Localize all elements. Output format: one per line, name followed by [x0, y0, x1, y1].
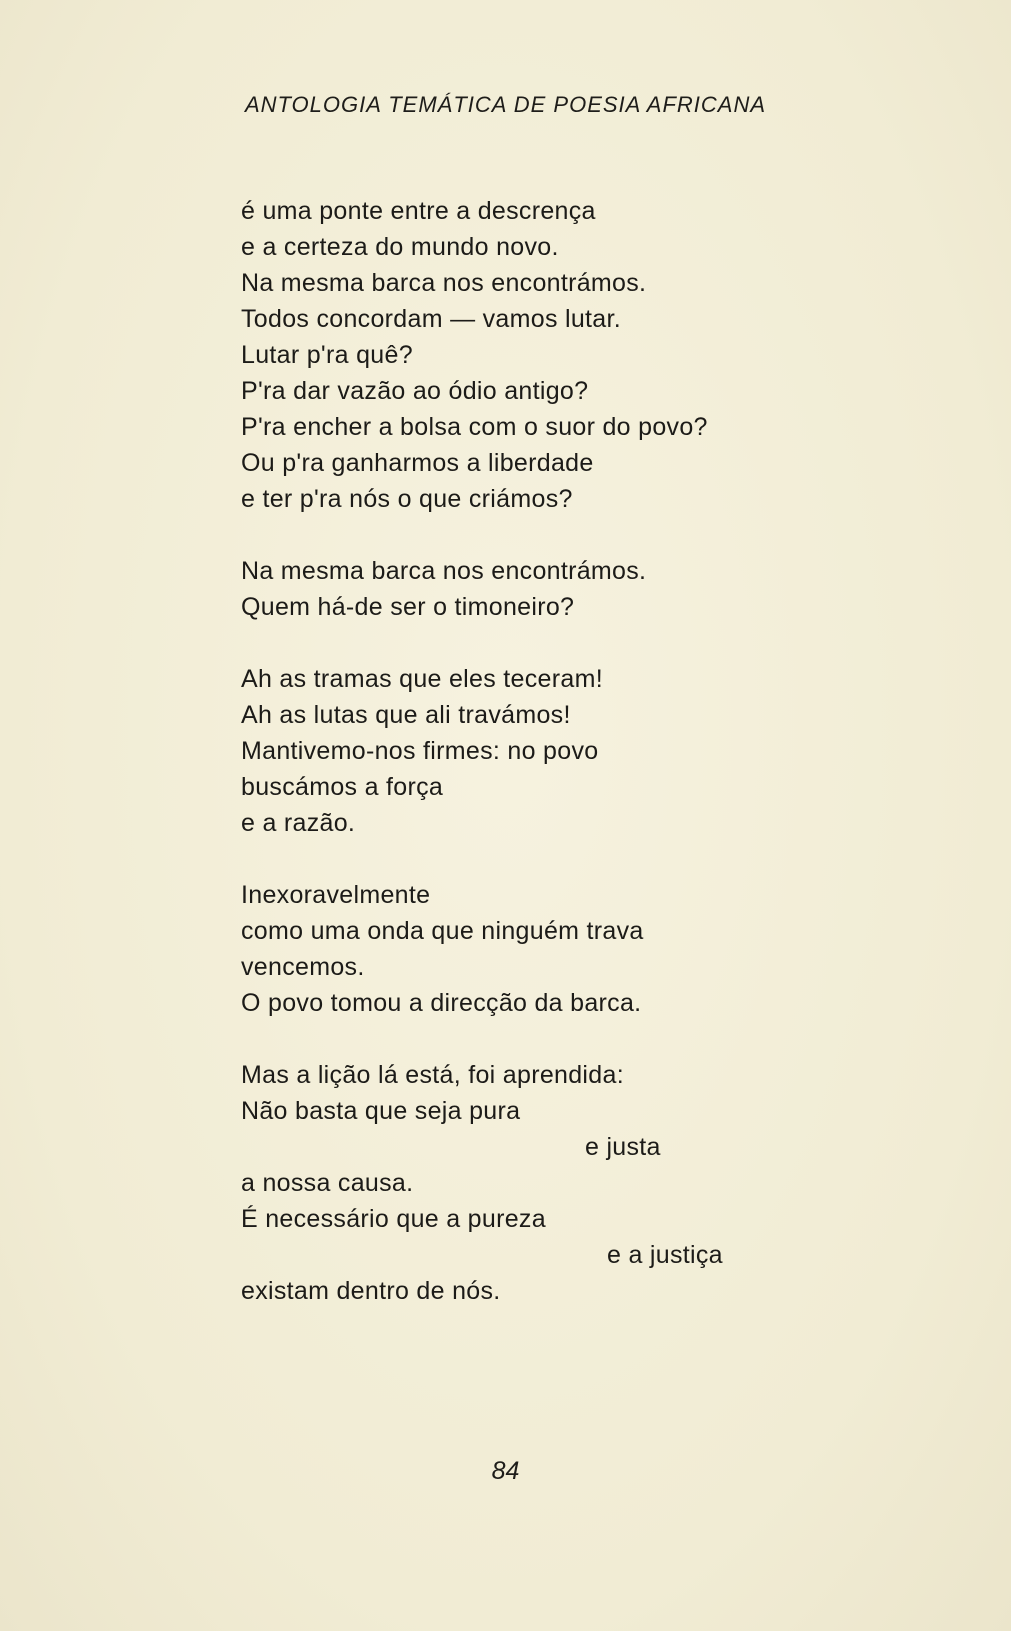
poem-line: É necessário que a pureza	[241, 1205, 546, 1233]
poem-line: é uma ponte entre a descrença	[241, 197, 596, 225]
poem-line: e a razão.	[241, 809, 356, 837]
poem-line: Ah as lutas que ali travámos!	[241, 701, 571, 729]
poem	[241, 193, 801, 1345]
poem-line: P'ra encher a bolsa com o suor do povo?	[241, 413, 708, 441]
poem-line-indented: e justa	[585, 1133, 661, 1161]
poem-line: como uma onda que ninguém trava	[241, 917, 644, 945]
stanza-3	[241, 661, 801, 841]
poem-line: Na mesma barca nos encontrámos.	[241, 557, 647, 585]
poem-line: Todos concordam — vamos lutar.	[241, 305, 621, 333]
stanza-2	[241, 553, 801, 625]
poem-line: existam dentro de nós.	[241, 1277, 501, 1305]
poem-line: Não basta que seja pura	[241, 1097, 521, 1125]
poem-line: Inexoravelmente	[241, 881, 431, 909]
poem-line: Lutar p'ra quê?	[241, 341, 413, 369]
poem-line: buscámos a força	[241, 773, 444, 801]
stanza-4	[241, 877, 801, 1021]
page-number: 84	[491, 1457, 520, 1485]
running-head: ANTOLOGIA TEMÁTICA DE POESIA AFRICANA	[244, 92, 767, 117]
poem-line: Ou p'ra ganharmos a liberdade	[241, 449, 594, 477]
poem-line: Mantivemo-nos firmes: no povo	[241, 737, 599, 765]
poem-line: vencemos.	[241, 953, 365, 981]
poem-line: Mas a lição lá está, foi aprendida:	[241, 1061, 624, 1089]
stanza-5	[241, 1057, 801, 1309]
poem-line: a nossa causa.	[241, 1169, 414, 1197]
poem-line: P'ra dar vazão ao ódio antigo?	[241, 377, 589, 405]
poem-line: Ah as tramas que eles teceram!	[241, 665, 603, 693]
poem-line-indented: e a justiça	[607, 1241, 723, 1269]
poem-line: e a certeza do mundo novo.	[241, 233, 559, 261]
stanza-1	[241, 193, 801, 517]
poem-line: Quem há-de ser o timoneiro?	[241, 593, 575, 621]
poem-line: Na mesma barca nos encontrámos.	[241, 269, 647, 297]
poem-line: e ter p'ra nós o que criámos?	[241, 485, 573, 513]
poem-line: O povo tomou a direcção da barca.	[241, 989, 642, 1017]
